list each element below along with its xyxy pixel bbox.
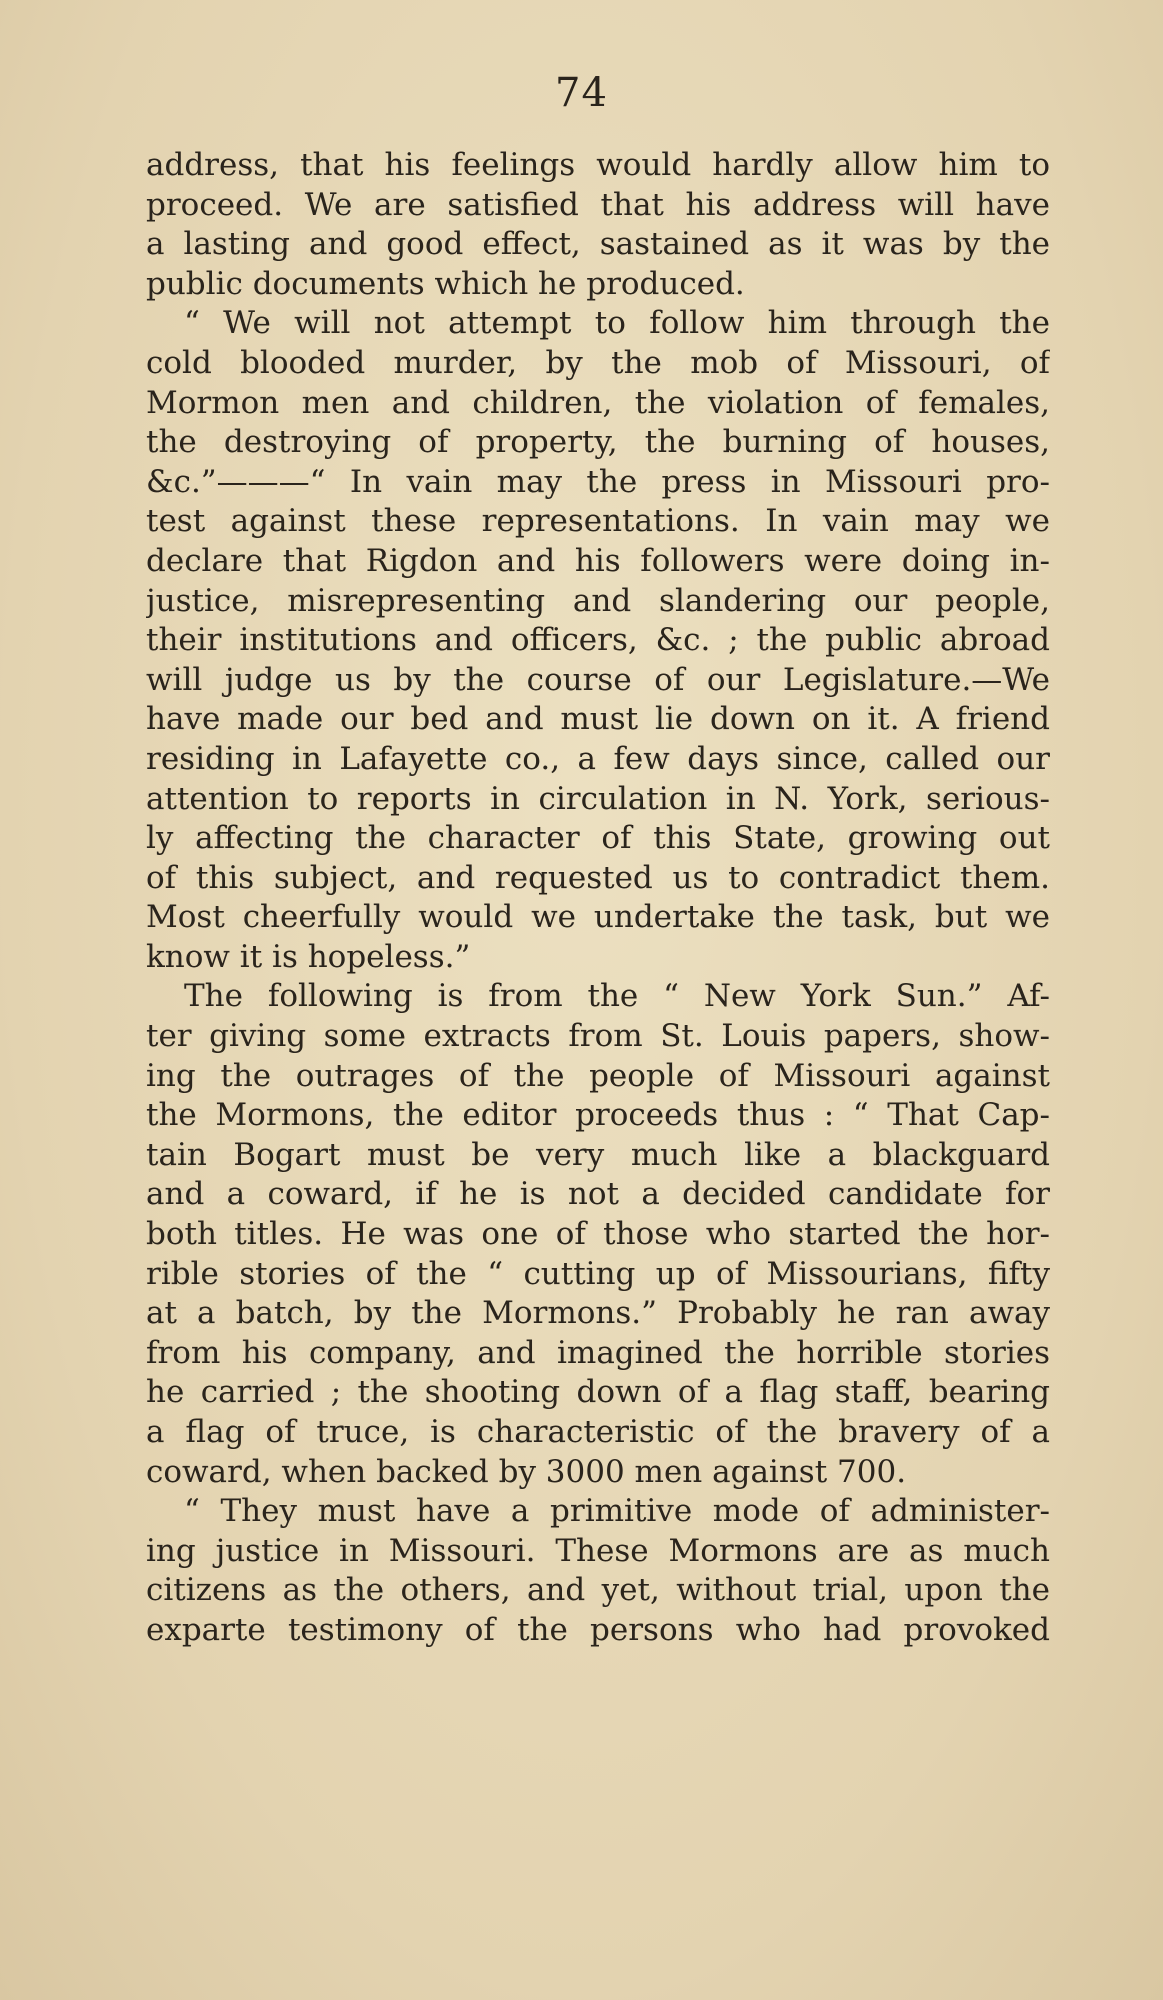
text-line: the destroying of property, the burning of houses,	[146, 424, 1050, 461]
text-line: he carried ; the shooting down of a flag staff, bearing	[146, 1374, 1050, 1411]
text-line: The following is from the “ New York Sun.” Af-	[184, 978, 1050, 1015]
text-line: know it is hopeless.”	[146, 938, 471, 975]
text-line: public documents which he produced.	[146, 265, 745, 302]
text-line: both titles. He was one of those who started the hor-	[146, 1216, 1050, 1253]
text-line: ing justice in Missouri. These Mormons are as much	[146, 1532, 1050, 1569]
text-line: from his company, and imagined the horrible stories	[146, 1334, 1050, 1371]
text-line: test against these representations. In vain may we	[146, 503, 1050, 540]
text-line: a lasting and good effect, sastained as it was by the	[146, 226, 1050, 263]
text-line: citizens as the others, and yet, without trial, upon the	[146, 1572, 1050, 1609]
text-line: attention to reports in circulation in N. York, serious-	[146, 780, 1050, 817]
text-line: residing in Lafayette co., a few days since, called our	[146, 740, 1050, 777]
text-line: address, that his feelings would hardly allow him to	[146, 147, 1050, 183]
text-line: tain Bogart must be very much like a blackguard	[146, 1136, 1050, 1173]
page-number: 74	[555, 70, 608, 116]
text-line: Most cheerfully would we undertake the task, but we	[146, 899, 1050, 936]
text-line: will judge us by the course of our Legislature.—We	[146, 661, 1050, 698]
text-line: their institutions and officers, &c. ; the public abroad	[146, 622, 1050, 659]
text-line: Mormon men and children, the violation of females,	[146, 384, 1050, 421]
text-line: “ They must have a primitive mode of administer-	[184, 1493, 1050, 1530]
text-line: at a batch, by the Mormons.” Probably he ran away	[146, 1295, 1050, 1332]
text-line: ly affecting the character of this State, growing out	[146, 820, 1050, 857]
text-line: a flag of truce, is characteristic of the bravery of a	[146, 1414, 1050, 1450]
text-line: have made our bed and must lie down on it. A friend	[146, 701, 1050, 738]
text-line: “ We will not attempt to follow him through the	[184, 305, 1050, 342]
text-line: &c.”———“ In vain may the press in Missouri pro-	[146, 463, 1050, 500]
text-line: ter giving some extracts from St. Louis papers, show-	[146, 1018, 1050, 1055]
text-line: declare that Rigdon and his followers were doing in-	[146, 542, 1050, 579]
text-line: coward, when backed by 3000 men against 700.	[146, 1453, 907, 1490]
text-line: the Mormons, the editor proceeds thus : “ That Cap-	[146, 1097, 1050, 1134]
text-line: rible stories of the “ cutting up of Missourians, fifty	[146, 1255, 1050, 1292]
text-line: proceed. We are satisfied that his address will have	[146, 186, 1050, 223]
text-line: of this subject, and requested us to contradict them.	[146, 859, 1050, 896]
text-line: ing the outrages of the people of Missouri against	[146, 1057, 1050, 1094]
text-line: and a coward, if he is not a decided candidate for	[146, 1176, 1050, 1213]
text-line: justice, misrepresenting and slandering our people,	[146, 582, 1050, 619]
body-text	[146, 146, 1050, 1651]
text-line: cold blooded murder, by the mob of Missouri, of	[146, 344, 1050, 381]
text-line: exparte testimony of the persons who had provoked	[146, 1611, 1050, 1648]
